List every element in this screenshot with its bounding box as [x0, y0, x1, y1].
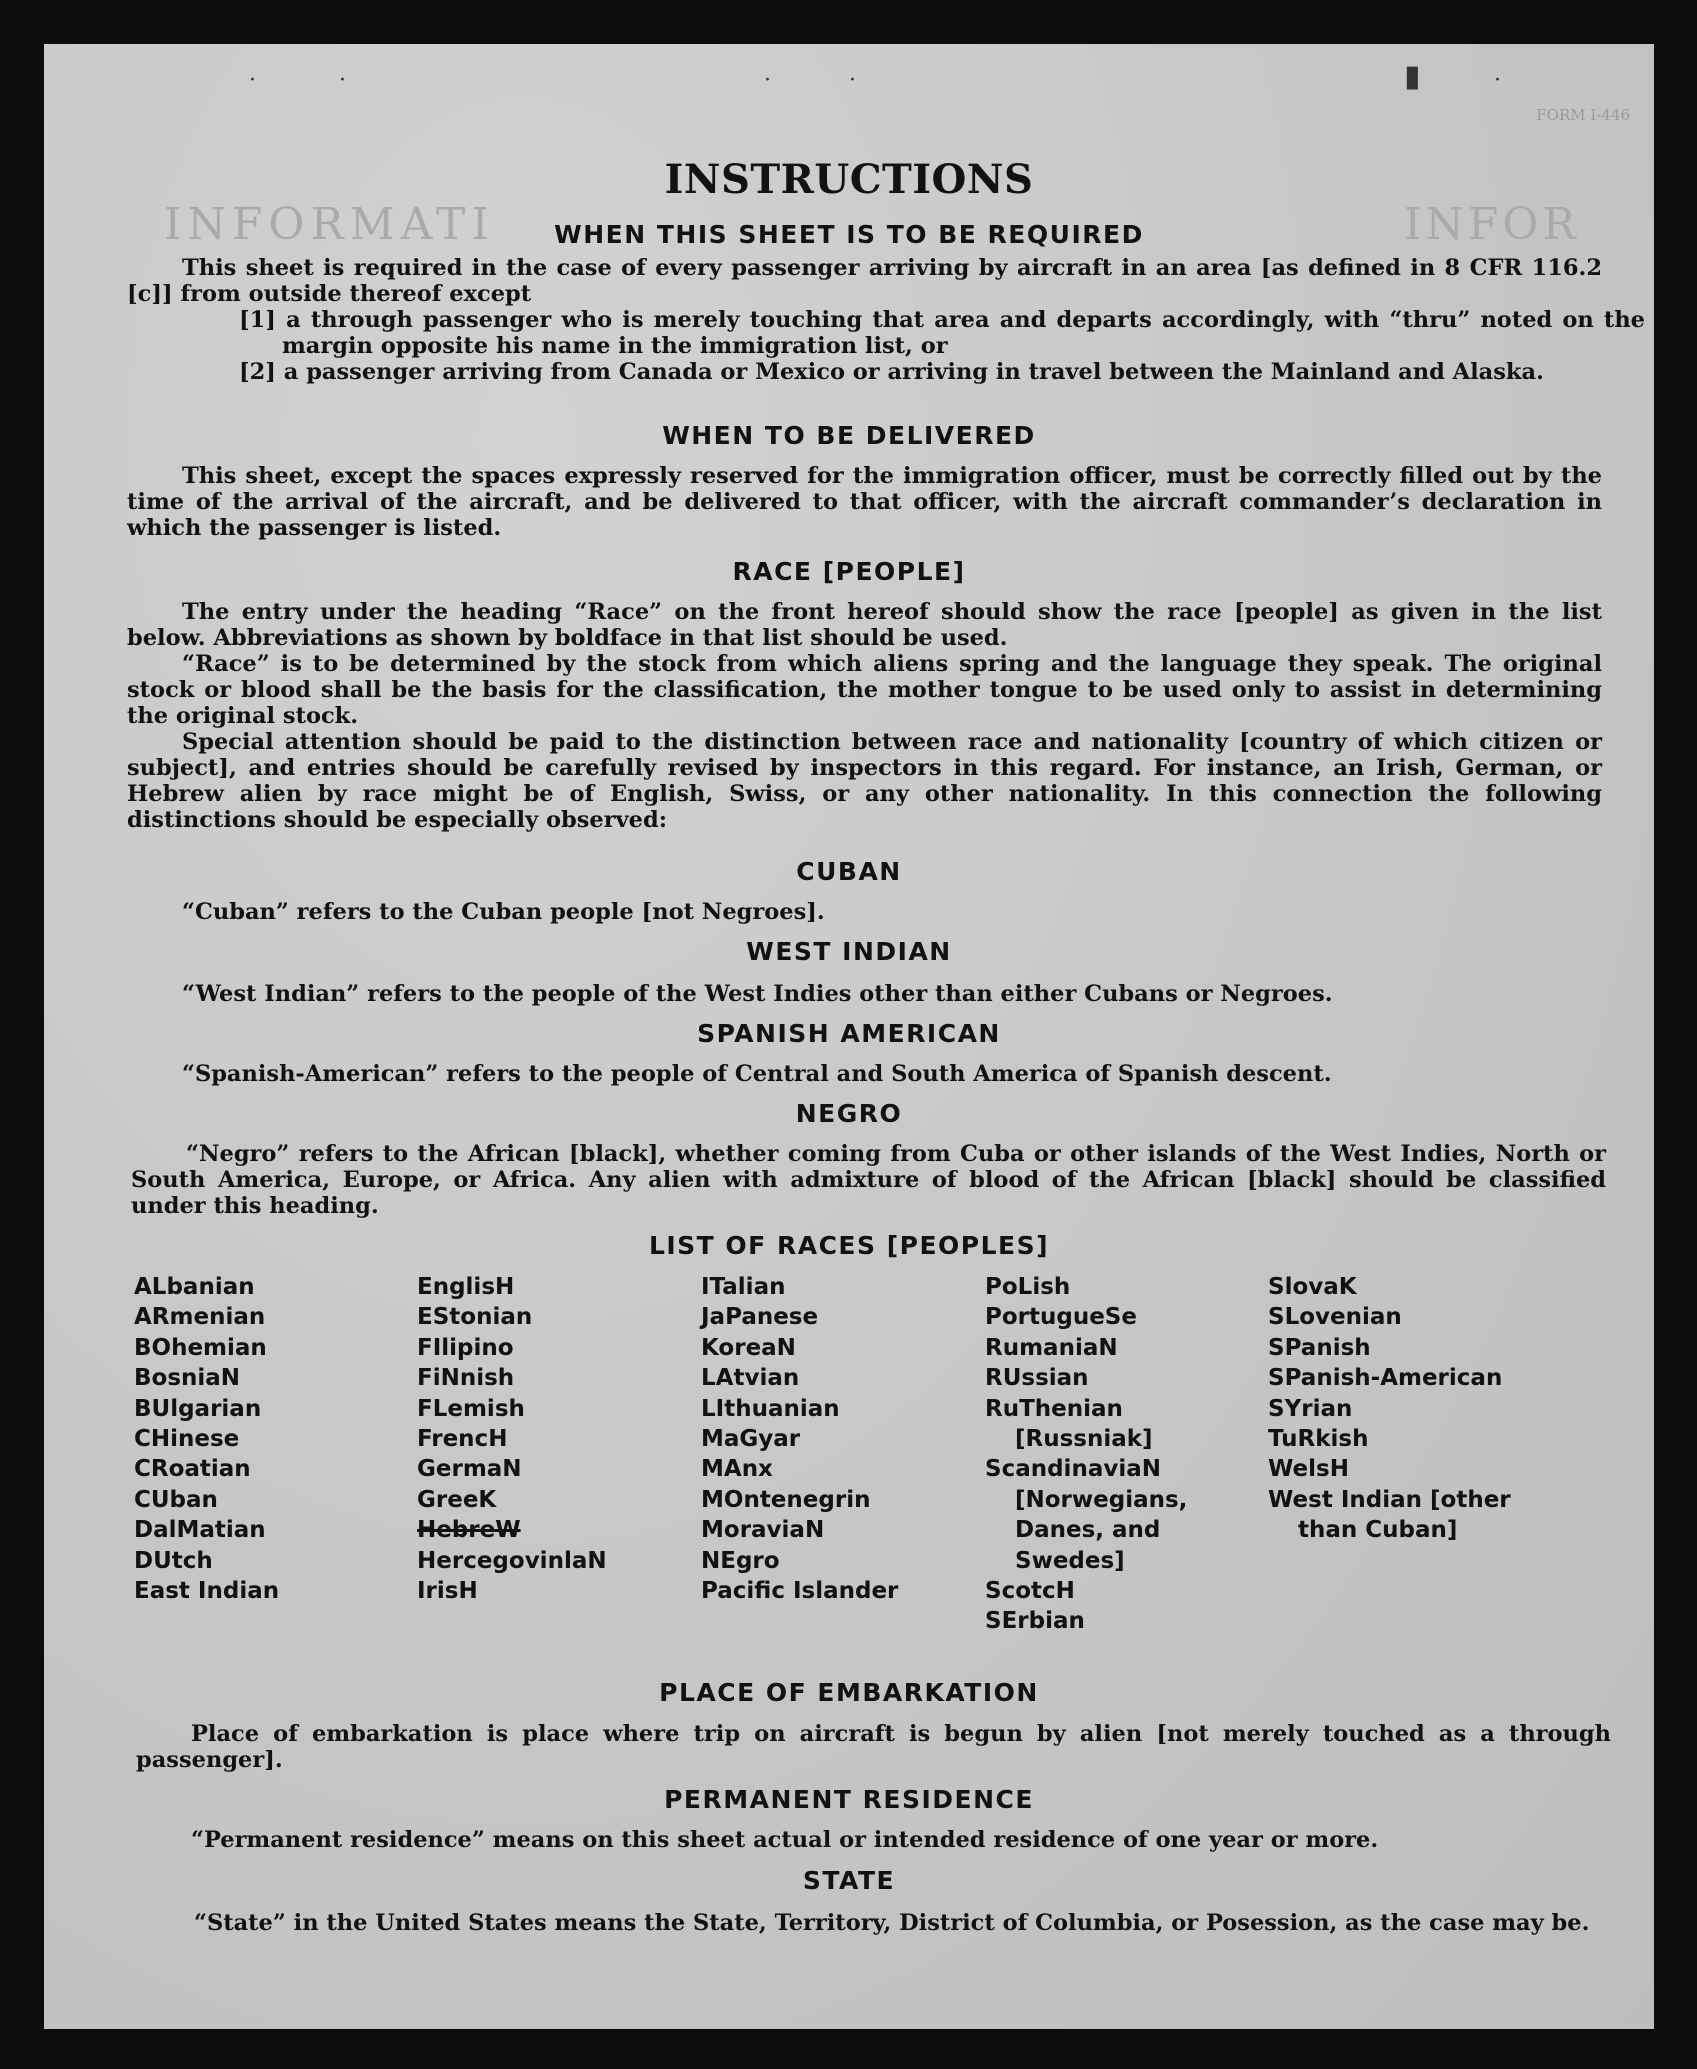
race-entry: DalMatian: [134, 1517, 266, 1544]
cuban-text: “Cuban” refers to the Cuban people [not Negroes].: [182, 899, 825, 925]
race-entry: ScotcH: [985, 1578, 1075, 1605]
heading-cuban: CUBAN: [796, 857, 902, 886]
race-paragraph-1: The entry under the heading “Race” on the front hereof should show the race [people] as given in the list below. Abbreviations as shown by boldface in that list should be used.: [127, 599, 1602, 651]
heading-list-of-races: LIST OF RACES [PEOPLES]: [648, 1231, 1050, 1260]
heading-negro: NEGRO: [795, 1099, 903, 1128]
race-paragraph-2: “Race” is to be determined by the stock from which aliens spring and the language they speak. The original stock or blood shall be the basis for the classification, the mother tongue to be used only to assist in determining the original stock.: [127, 651, 1602, 729]
heading-race: RACE [PEOPLE]: [732, 557, 966, 586]
race-entry: BOhemian: [134, 1334, 267, 1361]
race-entry: BUlgarian: [134, 1395, 262, 1422]
race-entry: RuThenian [Russniak]: [985, 1395, 1153, 1453]
race-column: [701, 1272, 1001, 1606]
race-entry: SPanish-American: [1268, 1365, 1503, 1392]
exception-item-1: [1] a through passenger who is merely touching that area and departs accordingly, with “thru” noted on the margin opposite his name in the immigration list, or: [239, 307, 1645, 359]
race-entry: BosniaN: [134, 1365, 241, 1392]
race-entry: ALbanian: [134, 1274, 255, 1300]
race-entry: ITalian: [701, 1274, 786, 1300]
race-entry: HercegovinlaN: [417, 1547, 607, 1574]
race-column: [417, 1272, 717, 1606]
race-entry-struck: HebreW: [417, 1517, 521, 1544]
punch-mark: ·: [764, 68, 771, 93]
race-entry: RumaniaN: [985, 1334, 1118, 1361]
race-entry: ScandinaviaN [Norwegians, Danes, and Swedes]: [985, 1456, 1196, 1574]
race-entry: JaPanese: [701, 1304, 819, 1331]
race-entry: PortugueSe: [985, 1304, 1137, 1331]
race-entry: FIlipino: [417, 1334, 514, 1361]
race-paragraph-3: Special attention should be paid to the distinction between race and nationality [country of which citizen or subject], and entries should be carefully revised by inspectors in this regard. For instance, an Irish, German, or Hebrew alien by race might be of English, Swiss, or any other nationality. In this connection the following distinctions should be especially observed:: [127, 729, 1602, 833]
race-entry: DUtch: [134, 1547, 213, 1574]
race-entry: RUssian: [985, 1365, 1089, 1392]
punch-mark: ▮: [1404, 59, 1421, 94]
exception-item-2: [2] a passenger arriving from Canada or Mexico or arriving in travel between the Mainland and Alaska.: [239, 359, 1544, 385]
race-entry: FrencH: [417, 1426, 508, 1453]
west-indian-text: “West Indian” refers to the people of the West Indies other than either Cubans or Negroes.: [182, 981, 1333, 1007]
embarkation-text: Place of embarkation is place where trip on aircraft is begun by alien [not merely touched as a through passenger].: [136, 1721, 1611, 1773]
race-column: [985, 1272, 1255, 1637]
race-column: [134, 1272, 434, 1606]
heading-state: STATE: [802, 1866, 896, 1895]
permanent-residence-text: “Permanent residence” means on this sheet actual or intended residence of one year or more.: [191, 1827, 1379, 1853]
race-list: [134, 1272, 1614, 1667]
instruction-sheet: [44, 44, 1654, 2029]
punch-mark: ·: [249, 68, 256, 93]
race-entry: SErbian: [985, 1608, 1085, 1635]
race-entry: Pacific Islander: [701, 1578, 899, 1605]
race-entry: MoraviaN: [701, 1517, 825, 1544]
negro-text: “Negro” refers to the African [black], whether coming from Cuba or other islands of the West Indies, North or South America, Europe, or Africa. Any alien with admixture of blood of the African [black] should be classified under this heading.: [131, 1141, 1606, 1219]
page-title: INSTRUCTIONS: [664, 156, 1034, 203]
race-entry: SYrian: [1268, 1395, 1353, 1422]
race-entry: IrisH: [417, 1578, 478, 1605]
punch-mark: ·: [339, 68, 346, 93]
race-entry: GermaN: [417, 1456, 522, 1483]
punch-mark: ·: [1494, 68, 1501, 93]
race-entry: EStonian: [417, 1304, 533, 1331]
punch-mark: ·: [849, 68, 856, 93]
race-entry: EnglisH: [417, 1274, 515, 1300]
race-entry: CHinese: [134, 1426, 240, 1453]
required-intro: This sheet is required in the case of every passenger arriving by aircraft in an area [as defined in 8 CFR 116.2 [c]] from outside thereof except: [127, 255, 1602, 307]
bleed-through-text: INFORMATI: [164, 199, 495, 250]
spanish-american-text: “Spanish-American” refers to the people of Central and South America of Spanish descent.: [182, 1061, 1332, 1087]
race-entry: CUban: [134, 1486, 218, 1513]
state-text: “State” in the United States means the State, Territory, District of Columbia, or Posession, as the case may be.: [194, 1910, 1590, 1936]
race-column: [1268, 1272, 1538, 1546]
heading-when-required: WHEN THIS SHEET IS TO BE REQUIRED: [554, 220, 1144, 249]
bleed-through-text: INFOR: [1404, 199, 1580, 250]
race-entry: KoreaN: [701, 1334, 796, 1361]
race-entry: NEgro: [701, 1547, 780, 1574]
race-entry: SLovenian: [1268, 1304, 1402, 1331]
race-entry: MAnx: [701, 1456, 773, 1483]
form-number: FORM I-446: [1536, 106, 1630, 124]
race-entry: GreeK: [417, 1486, 497, 1513]
heading-when-delivered: WHEN TO BE DELIVERED: [662, 421, 1036, 450]
heading-place-of-embarkation: PLACE OF EMBARKATION: [659, 1678, 1039, 1707]
race-entry: FiNnish: [417, 1365, 515, 1392]
race-entry: LAtvian: [701, 1365, 800, 1392]
race-entry: SPanish: [1268, 1334, 1371, 1361]
heading-west-indian: WEST INDIAN: [746, 937, 952, 966]
heading-spanish-american: SPANISH AMERICAN: [697, 1019, 1001, 1048]
heading-permanent-residence: PERMANENT RESIDENCE: [664, 1785, 1034, 1814]
race-entry: ARmenian: [134, 1304, 266, 1331]
race-entry: TuRkish: [1268, 1426, 1369, 1453]
race-entry: East Indian: [134, 1578, 280, 1605]
race-entry: WelsH: [1268, 1456, 1349, 1483]
race-entry: SlovaK: [1268, 1274, 1357, 1300]
delivery-text: This sheet, except the spaces expressly reserved for the immigration officer, must be correctly filled out by the time of the arrival of the aircraft, and be delivered to that officer, with the aircraft commander’s declaration in which the passenger is listed.: [127, 463, 1602, 541]
race-entry: FLemish: [417, 1395, 525, 1422]
race-entry: LIthuanian: [701, 1395, 840, 1422]
race-entry: MaGyar: [701, 1426, 801, 1453]
race-entry: PoLish: [985, 1274, 1071, 1300]
race-entry: CRoatian: [134, 1456, 251, 1483]
race-entry: West Indian [other than Cuban]: [1268, 1486, 1519, 1544]
race-entry: MOntenegrin: [701, 1486, 871, 1513]
